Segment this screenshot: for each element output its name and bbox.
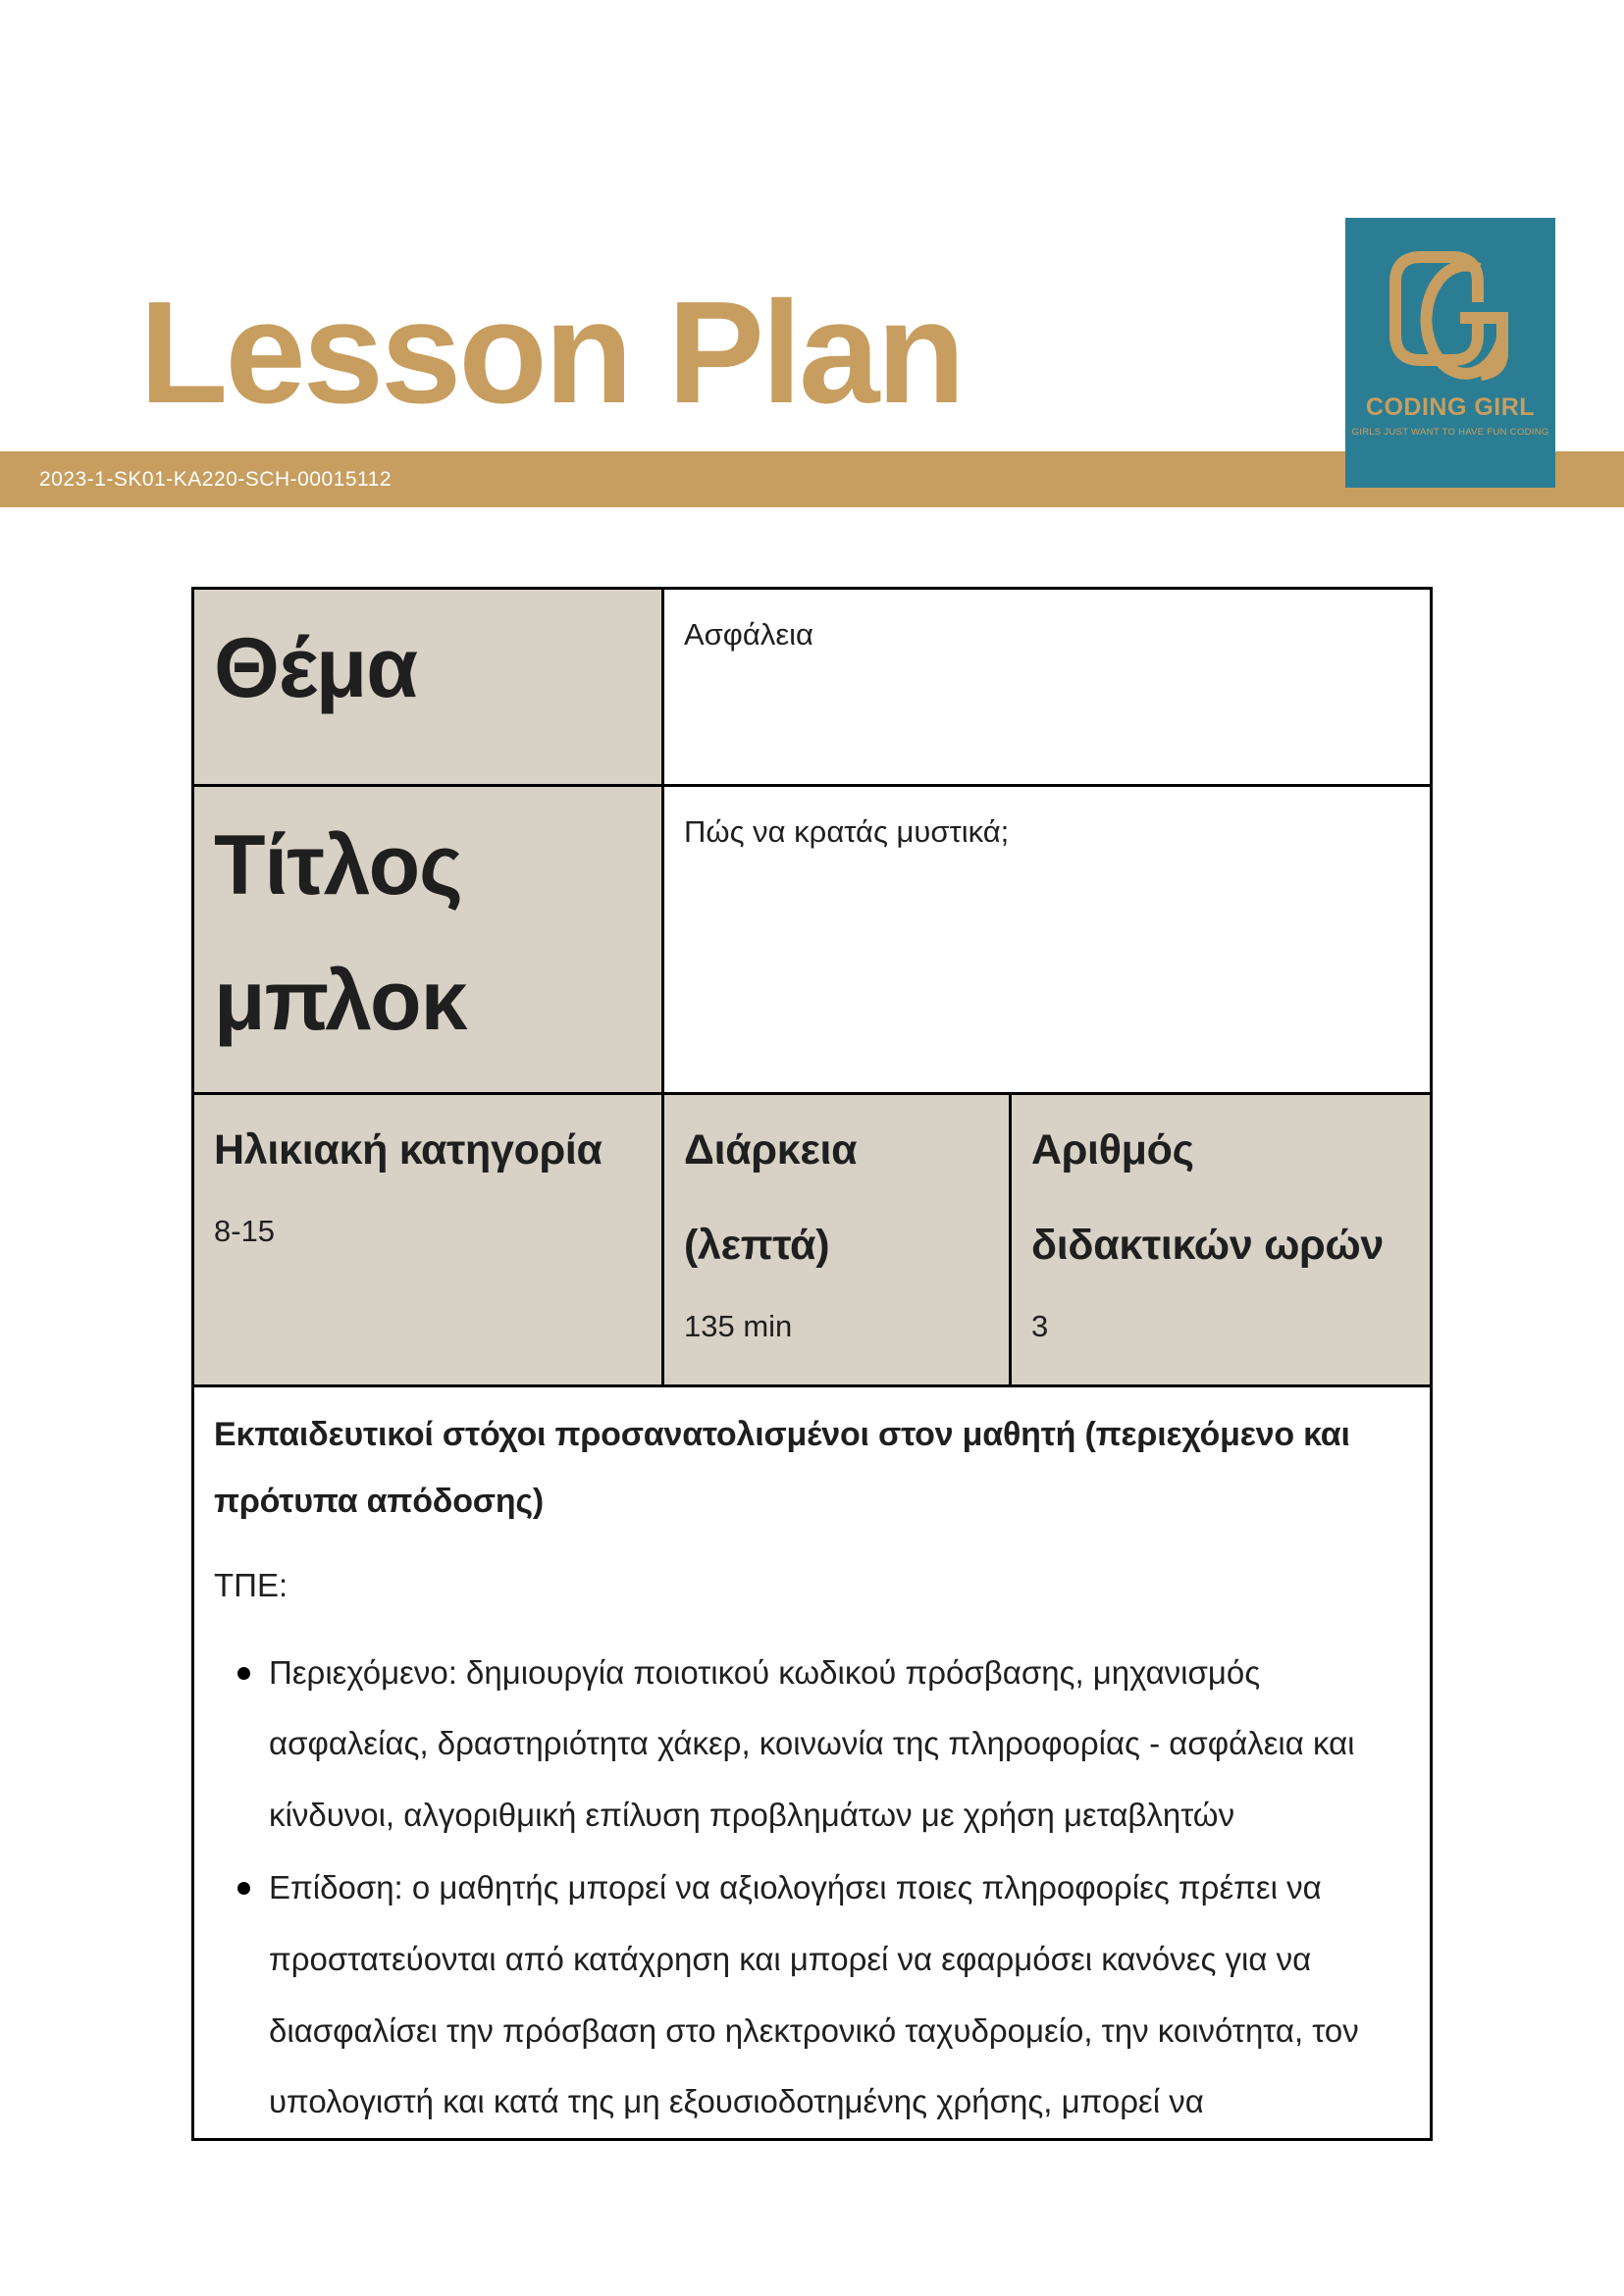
- table-row-block-title: [193, 786, 1432, 1094]
- duration-value: 135 min: [684, 1308, 793, 1343]
- theme-value: Ασφάλεια: [684, 617, 813, 652]
- age-category-value: 8-15: [214, 1213, 276, 1248]
- table-row-objectives: [193, 1386, 1432, 2140]
- duration-cell: [663, 1094, 1011, 1386]
- page-title: Lesson Plan: [139, 272, 963, 434]
- block-title-value-cell: [663, 786, 1432, 1094]
- bullet-dot-icon: [237, 1882, 250, 1895]
- table-row-theme: [193, 589, 1432, 786]
- logo-name: CODING GIRL: [1365, 393, 1536, 421]
- bullet-dot-icon: [237, 1667, 250, 1680]
- theme-header-label: Θέμα: [214, 621, 418, 715]
- age-category-cell: [193, 1094, 663, 1386]
- teaching-hours-cell: [1011, 1094, 1432, 1386]
- objectives-cell: [193, 1386, 1432, 2140]
- logo-tagline: GIRLS JUST WANT TO HAVE FUN CODING: [1351, 427, 1549, 438]
- block-title-header-cell: [193, 786, 663, 1094]
- objective-content-text: Περιεχόμενο: δημιουργία ποιοτικού κωδικού πρόσβασης, μηχανισμός ασφαλείας, δραστηριότητα χάκερ, κοινωνία της πληροφορίας - ασφάλεια και κίνδυνοι, αλγοριθμική επίλυση προβλημάτων με χρήση μεταβλητών: [269, 1653, 1355, 1833]
- theme-value-cell: [663, 589, 1432, 786]
- duration-label: Διάρκεια (λεπτά): [684, 1126, 858, 1269]
- objectives-list: [214, 1638, 1410, 2138]
- objectives-intro: ΤΠΕ:: [214, 1567, 288, 1603]
- teaching-hours-label: Αριθμός διδακτικών ωρών: [1031, 1126, 1385, 1269]
- block-title-value: Πώς να κρατάς μυστικά;: [684, 814, 1010, 849]
- project-code: 2023-1-SK01-KA220-SCH-00015112: [39, 467, 392, 491]
- list-item: [214, 1852, 1410, 2137]
- coding-girl-logo: [1345, 218, 1555, 488]
- objective-performance-text: Επίδοση: ο μαθητής μπορεί να αξιολογήσει ποιες πληροφορίες πρέπει να προστατεύονται από κατάχρηση και μπορεί να εφαρμόσει κανόνες για να διασφαλίσει την πρόσβαση στο ηλεκτρονικό ταχυδρομείο, την κοινότητα, τον υπολογιστή και κατά της μη εξουσιοδοτημένης χρήσης, μπορεί να: [269, 1869, 1359, 2120]
- interlocked-cg-monogram-icon: [1377, 243, 1524, 391]
- table-row-meta: [193, 1094, 1432, 1386]
- lesson-plan-table: [191, 587, 1433, 2141]
- block-title-header-label: Τίτλος μπλοκ: [214, 818, 467, 1048]
- list-item: [214, 1638, 1410, 1852]
- age-category-label: Ηλικιακή κατηγορία: [214, 1126, 602, 1174]
- teaching-hours-value: 3: [1031, 1308, 1049, 1343]
- objectives-heading: Εκπαιδευτικοί στόχοι προσανατολισμένοι στον μαθητή (περιεχόμενο και πρότυπα απόδοσης): [214, 1416, 1350, 1520]
- theme-header-cell: [193, 589, 663, 786]
